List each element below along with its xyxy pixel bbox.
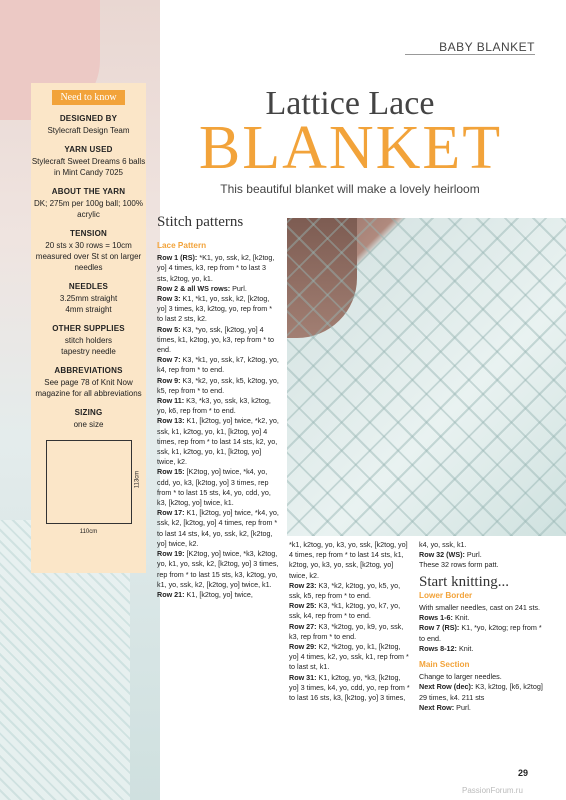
designed-by-heading: DESIGNED BY [59, 114, 118, 123]
needles-2: 4mm straight [65, 305, 112, 314]
pattern-row: Row 23: K3, *k2, k2tog, yo, k5, yo, ssk, k5, rep from * to end. [289, 580, 401, 601]
pattern-row: Row 5: K3, *yo, ssk, [k2tog, yo] 4 times, k1, k2tog, yo, k3, rep from * to end. [157, 324, 275, 355]
sizing: one size [73, 420, 104, 429]
title-line-1: Lattice Lace [265, 85, 435, 122]
page-number: 29 [518, 768, 529, 778]
lattice-texture [287, 218, 566, 536]
pattern-row: With smaller needles, cast on 241 sts. [419, 603, 541, 613]
supplies-heading: OTHER SUPPLIES [52, 324, 125, 333]
subtitle: This beautiful blanket will make a lovely heirloom [220, 182, 480, 196]
supplies-2: tapestry needle [61, 347, 116, 356]
height-label: 113cm [134, 470, 141, 489]
supplies-1: stitch holders [64, 336, 113, 345]
lace-pattern-heading: Lace Pattern [157, 241, 207, 250]
pattern-column-2 [289, 540, 411, 703]
main-section-heading: Main Section [419, 660, 470, 670]
blanket-photo [287, 218, 566, 536]
section-header: BABY BLANKET [405, 40, 535, 55]
about: DK; 275m per 100g ball; 100% acrylic [34, 199, 143, 219]
pattern-row: Row 11: K3, *k3, yo, ssk, k3, k2tog, yo, k6, rep from * to end. [157, 396, 271, 416]
pattern-row: Row 7: K3, *k1, yo, ssk, k7, k2tog, yo, k4, rep from * to end. [157, 355, 279, 375]
width-label: 110cm [79, 529, 98, 535]
pattern-row: Row 2 & all WS rows: Purl. [157, 283, 247, 293]
pattern-row: Row 3: K1, *k1, yo, ssk, k2, [k2tog, yo] 3 times, k3, k2tog, yo, rep from * to last 2 sts, k2. [157, 294, 273, 324]
pattern-row: Row 7 (RS): K1, *yo, k2tog; rep from * to end. [419, 623, 542, 643]
col1-rows [157, 253, 279, 600]
pattern-row: *k1, k2tog, yo, k3, yo, ssk, [k2tog, yo] 4 times, rep from * to last 14 sts, k1, k2tog, yo, k3, yo, ssk, [k2tog, yo] twice, k2. [289, 540, 408, 580]
pattern-row: Row 17: K1, [k2tog, yo] twice, *k4, yo, ssk, k2, [k2tog, yo] 4 times, rep from * to last 14 sts, k4, yo, ssk, k2, [k2tog, yo] twice, k2. [157, 508, 279, 548]
title-line-2: BLANKET [198, 114, 503, 182]
pattern-row: Next Row: Purl. [419, 702, 471, 712]
start-knitting-heading: Start knitting... [419, 573, 509, 590]
needles-heading: NEEDLES [68, 282, 109, 291]
abbreviations-heading: ABBREVIATIONS [54, 366, 123, 375]
abbreviations: See page 78 of Knit Now magazine for all abbreviations [35, 378, 142, 398]
col3-rows [419, 540, 549, 571]
needles-1: 3.25mm straight [59, 294, 118, 303]
tension-heading: TENSION [70, 229, 107, 238]
pattern-column-1 [157, 238, 279, 600]
pattern-row: Row 25: K3, *k1, k2tog, yo, k7, yo, ssk, k4, rep from * to end. [289, 601, 401, 621]
lower-border-heading: Lower Border [419, 590, 473, 600]
tension: 20 sts x 30 rows = 10cm measured over St st on larger needles [35, 241, 142, 272]
pattern-row: Row 31: K1, k2tog, yo, *k3, [k2tog, yo] 3 times, k4, yo, cdd, yo, rep from * to last 16 sts, k3, [k2tog, yo] 3 times, [289, 672, 410, 703]
lower-border-rows [419, 603, 549, 654]
designed-by: Stylecraft Design Team [47, 126, 130, 135]
size-diagram [46, 440, 141, 535]
yarn: Stylecraft Sweet Dreams 6 balls in Mint Candy 7025 [31, 157, 146, 177]
pattern-row: Row 1 (RS): *K1, yo, ssk, k2, [k2tog, yo] 4 times, k3, rep from * to last 3 sts, k2tog, yo, k1. [157, 253, 275, 283]
pattern-row: Row 15: [K2tog, yo] twice, *k4, yo, cdd, yo, k3, [k2tog, yo] 3 times, rep from * to last 15 sts, k4, yo, cdd, yo, k3, [k2tog, yo] twice, k1. [157, 467, 271, 508]
pattern-row: Row 29: K2, *k2tog, yo, k1, [k2tog, yo] 4 times, k2, yo, ssk, k1, rep from * to last st, k1. [289, 642, 409, 672]
pattern-row: Row 13: K1, [k2tog, yo] twice, *k2, yo, ssk, k1, k2tog, yo, k1, [k2tog, yo] 4 times, rep from * to last 14 sts, k2, yo, ssk, k1, k2tog, yo, k1, [k2tog, yo] twice, k2. [157, 416, 279, 467]
pattern-row: Row 27: K3, *k2tog, yo, k9, yo, ssk, k3, rep from * to end. [289, 621, 404, 641]
pattern-row: Row 32 (WS): Purl. [419, 550, 482, 560]
yarn-heading: YARN USED [64, 145, 113, 154]
stitch-patterns-heading: Stitch patterns [157, 214, 244, 230]
site-watermark: PassionForum.ru [462, 786, 523, 795]
pattern-row: Row 9: K3, *k2, yo, ssk, k5, k2tog, yo, k5, rep from * to end. [157, 375, 279, 395]
col2-rows [289, 540, 411, 703]
sizing-heading: SIZING [74, 408, 103, 417]
pattern-row: Rows 8-12: Knit. [419, 643, 474, 653]
need-to-know-panel [31, 83, 146, 573]
pattern-column-3 [419, 540, 549, 713]
pattern-row: Change to larger needles. [419, 672, 502, 682]
main-section-rows [419, 672, 549, 713]
pattern-row: Next Row (dec): K3, k2tog, [k6, k2tog] 29 times, k4. 211 sts [419, 682, 543, 702]
need-to-know-tag: Need to know [52, 90, 124, 105]
pattern-row: Row 19: [K2tog, yo] twice, *k3, k2tog, yo, k1, yo, ssk, k2, [k2tog, yo] 3 times, rep from * to last 15 sts, k3, k2tog, yo, k1, yo, ssk, k2, [k2tog, yo] twice, k1. [157, 549, 279, 589]
pattern-row: Row 21: K1, [k2tog, yo] twice, [157, 589, 253, 599]
pattern-row: Rows 1-6: Knit. [419, 613, 470, 623]
pattern-row: k4, yo, ssk, k1. [419, 540, 467, 549]
about-heading: ABOUT THE YARN [51, 187, 126, 196]
pattern-row: These 32 rows form patt. [419, 560, 499, 570]
